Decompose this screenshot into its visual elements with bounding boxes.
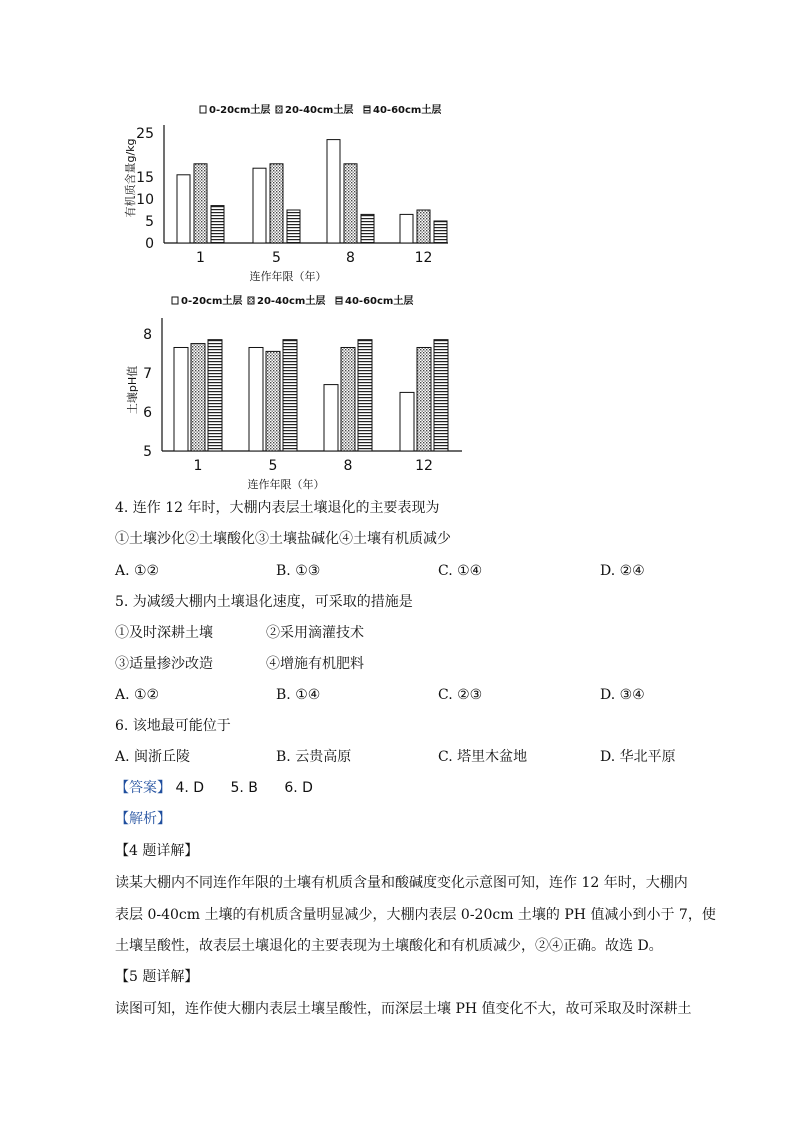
ph-bar-1-0	[174, 347, 188, 451]
ph-bar-5-2	[283, 340, 297, 451]
detail5-line-1: 读图可知，连作使大棚内表层土壤呈酸性，而深层土壤 PH 值变化不大，故可采取及时深耕土	[115, 1001, 692, 1017]
ph-legend-label-1: 20-40cm土层	[257, 296, 326, 307]
answer-label: 【答案】	[115, 780, 171, 796]
ph-ytick-1: 6	[143, 404, 152, 421]
detail4-line-3: 土壤呈酸性，故表层土壤退化的主要表现为土壤酸化和有机质减少，②④正确。故选 D。	[115, 938, 663, 954]
om-xtick-1: 5	[272, 250, 281, 266]
organic-matter-chart	[120, 95, 460, 290]
ph-bar-12-1	[417, 347, 431, 451]
om-ytick-2: 10	[136, 192, 154, 208]
om-xtick-3: 12	[414, 250, 433, 266]
ph-xtick-2: 8	[343, 458, 353, 474]
ph-bar-5-0	[249, 347, 263, 451]
answer-6: 6. D	[284, 780, 313, 796]
answer-row	[115, 779, 313, 797]
q4-option-a: A. ①②	[115, 563, 160, 579]
ph-xlabel: 连作年限（年）	[247, 478, 325, 491]
om-bar-8-2	[361, 214, 374, 243]
q5-item-2: ②采用滴灌技术	[266, 625, 364, 641]
om-bar-8-1	[344, 164, 357, 243]
ph-xtick-0: 1	[193, 458, 203, 474]
om-bar-5-1	[270, 164, 283, 243]
q5-item-1: ①及时深耕土壤	[115, 625, 213, 641]
ph-chart	[120, 292, 470, 492]
ph-legend-swatch-2	[336, 297, 342, 304]
ph-ytick-0: 5	[143, 444, 152, 460]
q4-option-d: D. ②④	[600, 563, 645, 579]
detail4-line-2: 表层 0-40cm 土壤的有机质含量明显减少，大棚内表层 0-20cm 土壤的 PH 值减小到小于 7，使	[115, 907, 716, 923]
q5-stem: 5. 为减缓大棚内土壤退化速度，可采取的措施是	[115, 594, 413, 610]
detail4-line-1: 读某大棚内不同连作年限的土壤有机质含量和酸碱度变化示意图可知，连作 12 年时，大棚内	[115, 875, 688, 891]
q5-option-d: D. ③④	[600, 687, 645, 703]
om-ytick-0: 0	[145, 236, 154, 252]
om-bar-8-0	[327, 140, 340, 243]
om-ytick-1: 5	[145, 214, 154, 230]
ph-bar-8-0	[324, 385, 338, 451]
q5-item-3: ③适量掺沙改造	[115, 656, 213, 672]
ph-ytick-3: 8	[143, 326, 152, 343]
om-ytick-4: 25	[136, 126, 154, 142]
om-legend-swatch-1	[276, 106, 282, 113]
detail5-label: 【5 题详解】	[115, 969, 199, 985]
q4-option-b: B. ①③	[276, 563, 321, 579]
om-legend-label-2: 40-60cm土层	[373, 105, 442, 116]
om-bar-5-2	[287, 210, 300, 243]
q6-stem: 6. 该地最可能位于	[115, 718, 231, 734]
om-bar-12-2	[434, 221, 447, 243]
ph-bar-12-0	[400, 392, 414, 451]
q5-item-4: ④增施有机肥料	[266, 656, 364, 672]
answer-5: 5. B	[230, 780, 258, 796]
om-ylabel: 有机质含量g/kg	[124, 138, 137, 218]
organic-matter-chart-svg	[120, 95, 460, 290]
answer-4: 4. D	[175, 780, 205, 796]
q4-stem: 4. 连作 12 年时，大棚内表层土壤退化的主要表现为	[115, 500, 440, 516]
q4-items: ①土壤沙化②土壤酸化③土壤盐碱化④土壤有机质减少	[115, 531, 451, 547]
ph-ytick-2: 7	[143, 365, 152, 382]
om-bar-12-1	[417, 210, 430, 243]
ph-bar-1-2	[208, 340, 222, 451]
detail4-label: 【4 题详解】	[115, 843, 199, 859]
ph-bar-8-1	[341, 347, 355, 451]
om-legend-label-0: 0-20cm土层	[209, 105, 271, 116]
ph-xtick-1: 5	[268, 458, 278, 474]
om-bar-12-0	[400, 214, 413, 243]
om-bar-1-2	[211, 206, 224, 243]
om-legend-swatch-2	[364, 106, 370, 113]
om-xtick-2: 8	[346, 250, 355, 266]
ph-legend-swatch-1	[248, 297, 254, 304]
om-bar-1-0	[177, 175, 190, 243]
om-bar-5-0	[253, 168, 266, 243]
analysis-label: 【解析】	[115, 811, 171, 827]
q6-option-c: C. 塔里木盆地	[438, 749, 528, 765]
om-ytick-3: 15	[136, 170, 154, 186]
ph-bar-12-2	[434, 340, 448, 451]
ph-chart-svg	[120, 292, 470, 492]
q6-option-b: B. 云贵高原	[276, 749, 352, 765]
q5-option-c: C. ②③	[438, 687, 483, 703]
om-xlabel: 连作年限（年）	[249, 270, 327, 283]
ph-ylabel: 土壤pH值	[126, 365, 139, 415]
ph-legend-swatch-0	[172, 297, 178, 304]
om-legend-label-1: 20-40cm土层	[285, 105, 354, 116]
ph-legend-label-0: 0-20cm土层	[181, 296, 243, 307]
q6-option-d: D. 华北平原	[600, 749, 676, 765]
ph-xtick-3: 12	[415, 458, 433, 474]
ph-bar-1-1	[191, 344, 205, 451]
om-legend-swatch-0	[200, 106, 206, 113]
q5-option-b: B. ①④	[276, 687, 321, 703]
om-bar-1-1	[194, 164, 207, 243]
ph-bar-5-1	[266, 351, 280, 451]
q4-option-c: C. ①④	[438, 563, 483, 579]
ph-legend-label-2: 40-60cm土层	[345, 296, 414, 307]
q6-option-a: A. 闽浙丘陵	[115, 749, 191, 765]
om-xtick-0: 1	[196, 250, 205, 266]
ph-bar-8-2	[358, 340, 372, 451]
q5-option-a: A. ①②	[115, 687, 160, 703]
